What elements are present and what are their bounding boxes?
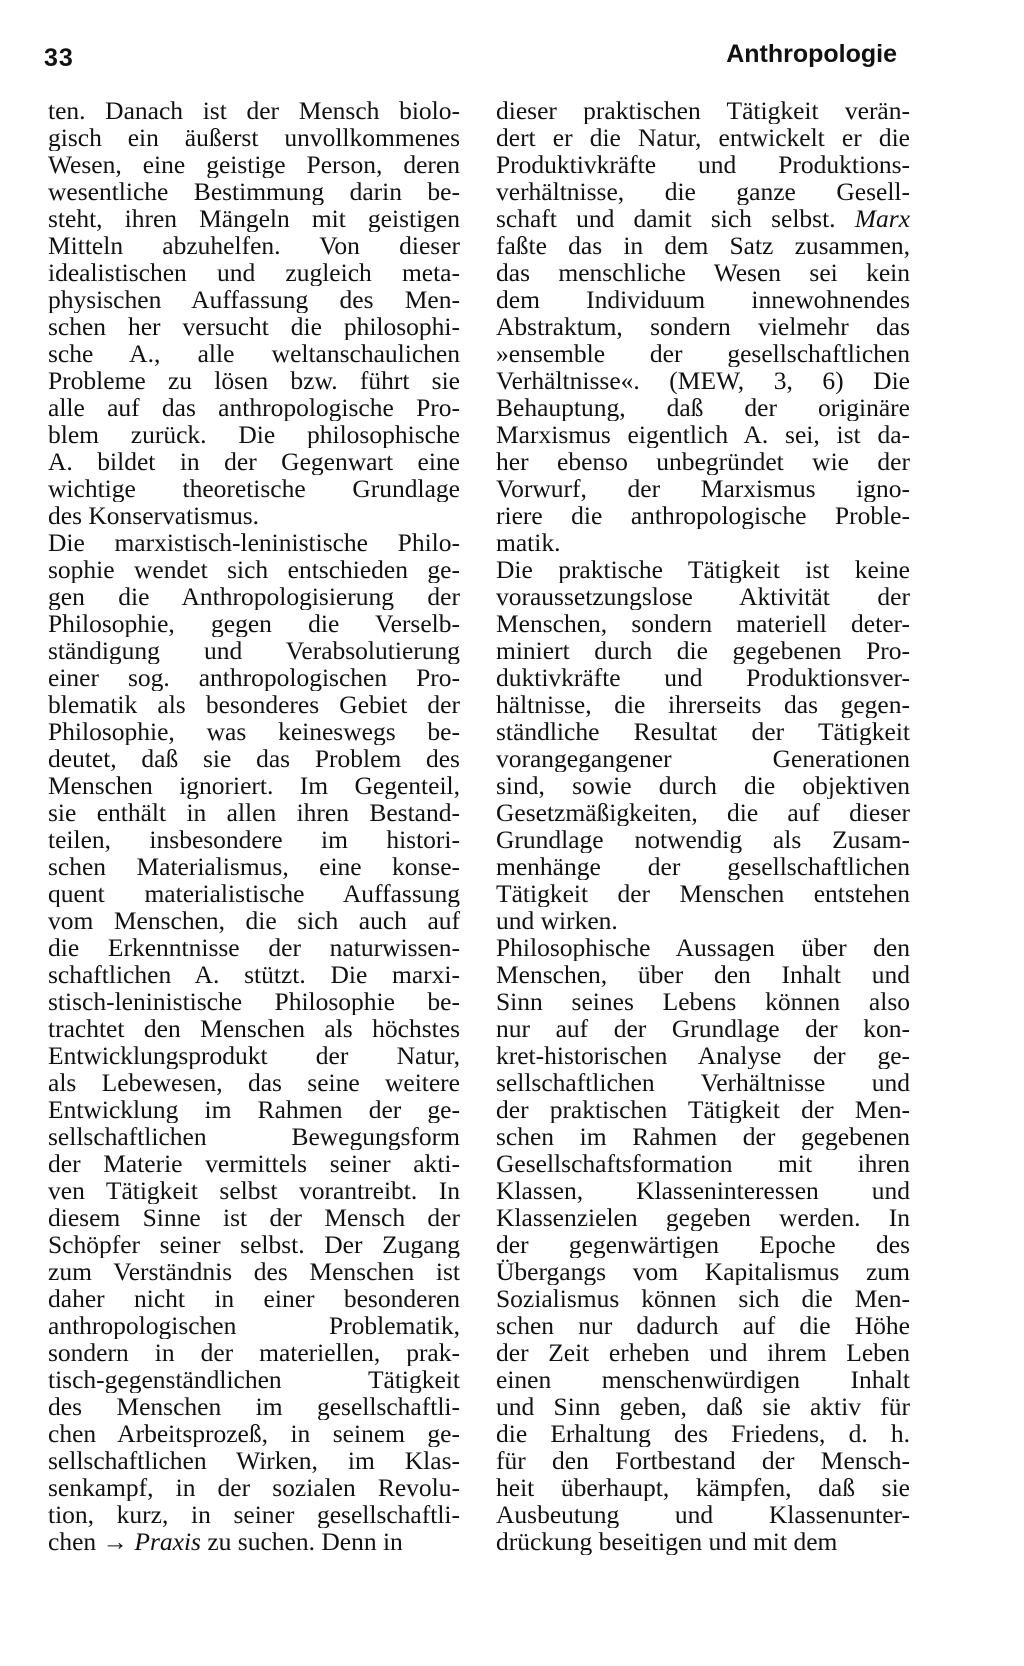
text-line: Produktivkräfte und Produktions- [496,151,910,178]
text-line: Übergangs vom Kapitalismus zum [496,1258,910,1285]
text-line: sie enthält in allen ihren Bestand- [48,799,460,826]
text-line: die Erkenntnisse der naturwissen- [48,934,460,961]
text-line: blem zurück. Die philosophische [48,421,460,448]
text-line: teilen, insbesondere im histori- [48,826,460,853]
text-line: kret-historischen Analyse der ge- [496,1042,910,1069]
text-line: Abstraktum, sondern vielmehr das [496,313,910,340]
text-line: ven Tätigkeit selbst vorantreibt. In [48,1177,460,1204]
text-line: chen → Praxis zu suchen. Denn in [48,1528,403,1555]
text-line: Gesetzmäßigkeiten, die auf dieser [496,799,910,826]
text-line: gen die Anthropologisierung der [48,583,460,610]
text-line: Philosophische Aussagen über den [496,934,910,961]
text-line: Klassen, Klasseninteressen und [496,1177,910,1204]
text-line: her ebenso unbegründet wie der [496,448,910,475]
text-line: Philosophie, was keineswegs be- [48,718,460,745]
text-line: sondern in der materiellen, prak- [48,1339,460,1366]
text-line: schen nur dadurch auf die Höhe [496,1312,910,1339]
text-line: nur auf der Grundlage der kon- [496,1015,910,1042]
text-line: hältnisse, die ihrerseits das gegen- [496,691,910,718]
text-line: riere die anthropologische Proble- [496,502,910,529]
text-line: der gegenwärtigen Epoche des [496,1231,910,1258]
text-line: gisch ein äußerst unvollkommenes [48,124,460,151]
text-line: diesem Sinne ist der Mensch der [48,1204,460,1231]
text-line: faßte das in dem Satz zusammen, [496,232,910,259]
text-line: die Erhaltung des Friedens, d. h. [496,1420,910,1447]
text-line: senkampf, in der sozialen Revolu- [48,1474,460,1501]
text-line: schen her versucht die philosophi- [48,313,460,340]
text-line: der Materie vermittels seiner akti- [48,1150,460,1177]
text-line: tisch-gegenständlichen Tätigkeit [48,1366,460,1393]
text-line: Entwicklungsprodukt der Natur, [48,1042,460,1069]
text-line: deutet, daß sie das Problem des [48,745,460,772]
text-line: quent materialistische Auffassung [48,880,460,907]
text-line: Grundlage notwendig als Zusam- [496,826,910,853]
text-line: der praktischen Tätigkeit der Men- [496,1096,910,1123]
text-line: Sinn seines Lebens können also [496,988,910,1015]
text-line: sellschaftlichen Verhältnisse und [496,1069,910,1096]
italic-term: Marx [854,205,910,232]
text-line: anthropologischen Problematik, [48,1312,460,1339]
text-line: daher nicht in einer besonderen [48,1285,460,1312]
text-line: sellschaftlichen Bewegungsform [48,1123,460,1150]
text-line: sophie wendet sich entschieden ge- [48,556,460,583]
text-line: Die praktische Tätigkeit ist keine [496,556,910,583]
text-line: verhältnisse, die ganze Gesell- [496,178,910,205]
text-line: zum Verständnis des Menschen ist [48,1258,460,1285]
text-line: Ausbeutung und Klassenunter- [496,1501,910,1528]
text-line: duktivkräfte und Produktionsver- [496,664,910,691]
text-line: Klassenzielen gegeben werden. In [496,1204,910,1231]
text-line: vorangegangener Generationen [496,745,910,772]
text-line: und wirken. [496,907,618,934]
text-line: Menschen ignoriert. Im Gegenteil, [48,772,460,799]
text-line: sind, sowie durch die objektiven [496,772,910,799]
text-line: matik. [496,529,561,556]
text-line: Schöpfer seiner selbst. Der Zugang [48,1231,460,1258]
text-line: des Konservatismus. [48,502,260,529]
text-line: stisch-leninistische Philosophie be- [48,988,460,1015]
text-line: dieser praktischen Tätigkeit verän- [496,97,910,124]
text-line: »ensemble der gesellschaftlichen [496,340,910,367]
text-line: chen Arbeitsprozeß, in seinem ge- [48,1420,460,1447]
text-line: physischen Auffassung des Men- [48,286,460,313]
text-line: tion, kurz, in seiner gesellschaftli- [48,1501,460,1528]
text-line: idealistischen und zugleich meta- [48,259,460,286]
text-line: Gesellschaftsformation mit ihren [496,1150,910,1177]
text-line: vom Menschen, die sich auch auf [48,907,460,934]
text-line: des Menschen im gesellschaftli- [48,1393,460,1420]
text-line: dert er die Natur, entwickelt er die [496,124,910,151]
text-line: Die marxistisch-leninistische Philo- [48,529,460,556]
text-line: Entwicklung im Rahmen der ge- [48,1096,460,1123]
left-text-column [48,97,460,1555]
text-line: ten. Danach ist der Mensch biolo- [48,97,460,124]
text-line: schen Materialismus, eine konse- [48,853,460,880]
text-line: ständliche Resultat der Tätigkeit [496,718,910,745]
text-line: und Sinn geben, daß sie aktiv für [496,1393,910,1420]
text-line: A. bildet in der Gegenwart eine [48,448,460,475]
text-line: Verhältnisse«. (MEW, 3, 6) Die [496,367,910,394]
text-line: Tätigkeit der Menschen entstehen [496,880,910,907]
text-line: schaftlichen A. stützt. Die marxi- [48,961,460,988]
text-line: dem Individuum innewohnendes [496,286,910,313]
text-line: einer sog. anthropologischen Pro- [48,664,460,691]
text-line: Menschen, über den Inhalt und [496,961,910,988]
text-line: wichtige theoretische Grundlage [48,475,460,502]
text-line: voraussetzungslose Aktivität der [496,583,910,610]
text-line: das menschliche Wesen sei kein [496,259,910,286]
text-line: der Zeit erheben und ihrem Leben [496,1339,910,1366]
text-line: wesentliche Bestimmung darin be- [48,178,460,205]
running-head: Anthropologie [726,40,897,68]
text-line: menhänge der gesellschaftlichen [496,853,910,880]
right-text-column [496,97,910,1555]
text-line: sche A., alle weltanschaulichen [48,340,460,367]
text-line: Mitteln abzuhelfen. Von dieser [48,232,460,259]
text-line: schen im Rahmen der gegebenen [496,1123,910,1150]
text-line: trachtet den Menschen als höchstes [48,1015,460,1042]
text-line: blematik als besonderes Gebiet der [48,691,460,718]
text-line: miniert durch die gegebenen Pro- [496,637,910,664]
text-line: als Lebewesen, das seine weitere [48,1069,460,1096]
text-line: Menschen, sondern materiell deter- [496,610,910,637]
text-line: Wesen, eine geistige Person, deren [48,151,460,178]
text-line: einen menschenwürdigen Inhalt [496,1366,910,1393]
text-line: schaft und damit sich selbst. Marx [496,205,910,232]
text-line: heit überhaupt, kämpfen, daß sie [496,1474,910,1501]
text-line: Behauptung, daß der originäre [496,394,910,421]
text-line: für den Fortbestand der Mensch- [496,1447,910,1474]
text-line: Sozialismus können sich die Men- [496,1285,910,1312]
text-line: drückung beseitigen und mit dem [496,1528,838,1555]
page-number: 33 [44,44,74,72]
italic-term: Praxis [134,1528,201,1555]
text-line: Philosophie, gegen die Verselb- [48,610,460,637]
text-line: sellschaftlichen Wirken, im Klas- [48,1447,460,1474]
text-line: alle auf das anthropologische Pro- [48,394,460,421]
text-line: Vorwurf, der Marxismus igno- [496,475,910,502]
text-line: Probleme zu lösen bzw. führt sie [48,367,460,394]
text-line: ständigung und Verabsolutierung [48,637,460,664]
text-line: steht, ihren Mängeln mit geistigen [48,205,460,232]
text-line: Marxismus eigentlich A. sei, ist da- [496,421,910,448]
